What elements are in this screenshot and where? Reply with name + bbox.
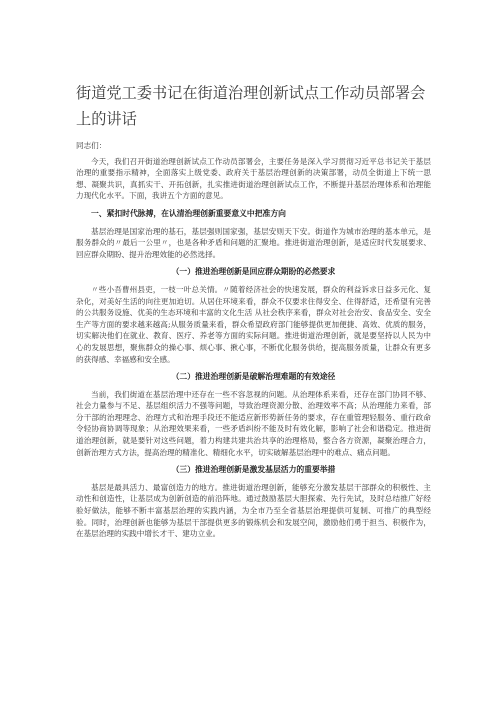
section-1-heading: 一、紧扣时代脉搏，在认清治理创新重要意义中把准方向 — [91, 208, 286, 218]
subsection-2-paragraph: 当前，我们街道在基层治理中还存在一些不容忽视的问题。从治理体系来看，还存在部门协同不够、社会力量参与不足、基层组织活力不强等问题，导致治理资源分散、治理效率不高；从治理能力来看，部分干部的治理理念、治理方式和治理手段还不能适应新形势新任务的要求，存在重管理轻服务、重行政命令轻协商协调等现象；从治理效果来看，一些矛盾纠纷不能及时有效化解，影响了社会和谐稳定。推进街道治理创新，就是要针对这些问题，着力构建共建共治共享的治理格局，整合各方资源，凝聚治理合力，创新治理方式方法，提高治理的精准化、精细化水平，切实破解基层治理中的难点、痛点问题。 — [76, 389, 431, 457]
subsection-1-heading: （一）推进治理创新是回应群众期盼的必然要求 — [171, 267, 336, 277]
subsection-3-paragraph: 基层是最具活力、最富创造力的地方。推进街道治理创新，能够充分激发基层干部群众的积极性、主动性和创造性，让基层成为创新创造的前沿阵地。通过鼓励基层大胆探索、先行先试，及时总结推广好经验好做法，能够不断丰富基层治理的实践内涵，为全市乃至全省基层治理提供可复制、可推广的典型经验。同时，治理创新也能够为基层干部提供更多的锻炼机会和发展空间，激励他们勇于担当、积极作为，在基层治理的实践中增长才干、建功立业。 — [76, 482, 431, 539]
subsection-3-heading: （三）推进治理创新是激发基层活力的重要举措 — [171, 465, 336, 475]
section-1-paragraph: 基层治理是国家治理的基石，基层强则国家强，基层安则天下安。街道作为城市治理的基本单元，是服务群众的〃最后一公里〃，也是各种矛盾和问题的汇聚地。推进街道治理创新，是适应时代发展要求、回应群众期盼、提升治理效能的必然选择。 — [76, 226, 431, 259]
document-body — [76, 140, 431, 540]
intro-paragraph: 今天，我们召开街道治理创新试点工作动员部署会，主要任务是深入学习贯彻习近平总书记关于基层治理的重要指示精神，全面落实上级党委、政府关于基层治理创新的决策部署，动员全街道上下统一思想、凝聚共识，真抓实干、开拓创新，扎实推进街道治理创新试点工作，不断提升基层治理体系和治理能力现代化水平。下面，我讲五个方面的意见。 — [76, 156, 431, 201]
subsection-2-heading: （二）推进治理创新是破解治理难题的有效途径 — [171, 372, 336, 382]
subsection-1-paragraph: 〃些小吾曹州县吏，一枝一叶总关情。〃随着经济社会的快速发展，群众的利益诉求日益多元化、复杂化，对美好生活的向往更加迫切。从居住环境来看，群众不仅要求住得安全、住得舒适，还希望有完善的公共服务设施、优美的生态环境和丰富的文化生活 从社会秩序来看，群众对社会治安、食品安全、安全生产等方面的要求越来越高;从服务质量来看，群众希望政府部门能够提供更加便捷、高效、优质的服务，切实解决他们在就业、教育、医疗、养老等方面的实际问题。推进街道治理创新，就是要坚持以人民为中心的发展思想，聚焦群众的操心事、烦心事、揪心事，不断优化服务供给，提高服务质量，让群众有更多的获得感、幸福感和安全感。 — [76, 284, 431, 364]
document-title: 街道党工委书记在街道治理创新试点工作动员部署会上的讲话 — [76, 84, 426, 128]
greeting: 同志们： — [76, 141, 107, 150]
